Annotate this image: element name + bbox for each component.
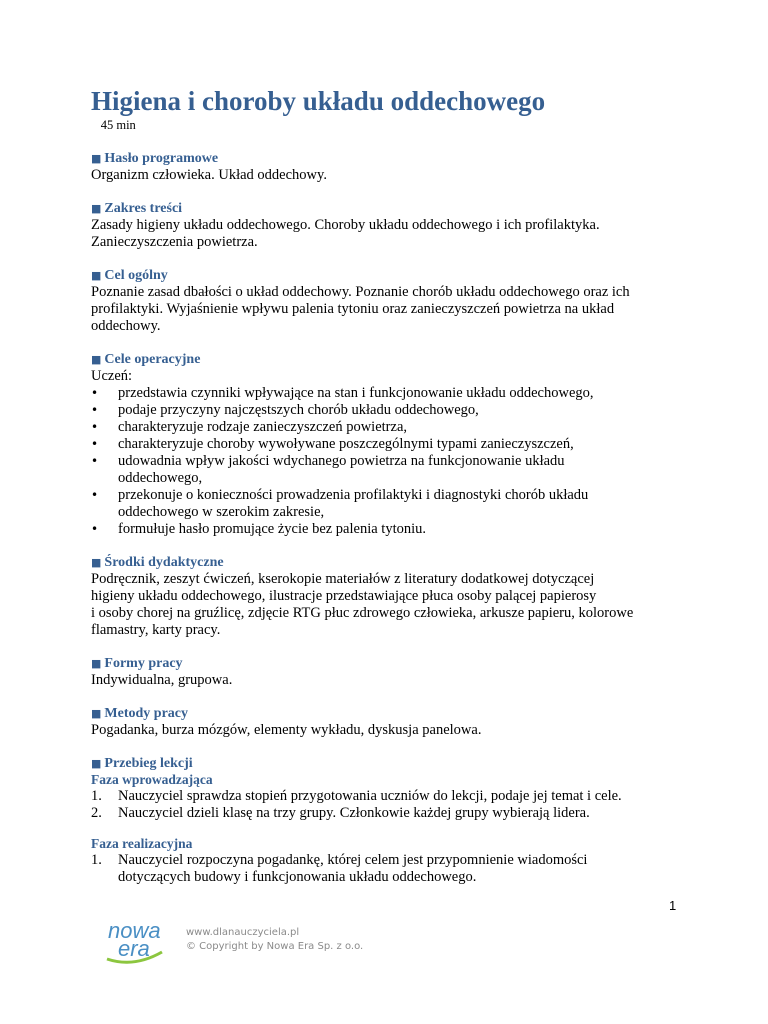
square-bullet-icon: ■	[91, 657, 102, 670]
document-page	[91, 84, 681, 900]
lesson-duration: 45 min	[91, 118, 127, 132]
round-bullet-icon: •	[91, 437, 99, 451]
nowa-era-logo	[104, 918, 168, 966]
page-title: Higiena i choroby układu oddechowego	[91, 86, 546, 116]
list-item: • przedstawia czynniki wpływające na stan i funkcjonowanie układu oddechowego,	[91, 385, 594, 401]
section-text-line: Podręcznik, zeszyt ćwiczeń, kserokopie materiałów z literatury dodatkowej dotyczącej	[91, 571, 595, 587]
list-item: • udowadnia wpływ jakości wdychanego powietrza na funkcjonowanie układu oddechowego,	[91, 453, 565, 486]
list-item: 2. Nauczyciel dzieli klasę na trzy grupy. Członkowie każdej grupy wybierają lidera.	[91, 805, 590, 821]
section-srodki	[91, 554, 681, 639]
section-haslo	[91, 150, 681, 184]
round-bullet-icon: •	[91, 454, 99, 468]
objectives-list	[91, 385, 681, 538]
page-number: 1	[669, 898, 677, 913]
section-text-line: Zasady higieny układu oddechowego. Choroby układu oddechowego i ich profilaktyka.	[91, 217, 600, 233]
square-bullet-icon: ■	[91, 269, 102, 282]
section-text-line: Zanieczyszczenia powietrza.	[91, 234, 258, 250]
list-intro: Uczeń:	[91, 368, 133, 384]
section-text: Organizm człowieka. Układ oddechowy.	[91, 167, 327, 183]
section-text-line: profilaktyki. Wyjaśnienie wpływu palenia tytoniu oraz zanieczyszczeń powietrza na układ	[91, 301, 615, 317]
section-formy	[91, 655, 681, 689]
round-bullet-icon: •	[91, 522, 99, 536]
square-bullet-icon: ■	[91, 556, 102, 569]
square-bullet-icon: ■	[91, 152, 102, 165]
phase-heading: Faza realizacyjna	[91, 836, 193, 851]
section-text: Pogadanka, burza mózgów, elementy wykładu, dyskusja panelowa.	[91, 722, 482, 738]
section-heading: Cel ogólny	[104, 268, 168, 283]
section-text-line: higieny układu oddechowego, ilustracje przedstawiające płuca osoby palącej papierosy	[91, 588, 597, 604]
section-text-line: i osoby chorej na gruźlicę, zdjęcie RTG płuc zdrowego człowieka, arkusze papieru, kolorowe	[91, 605, 634, 621]
section-text: Indywidualna, grupowa.	[91, 672, 233, 688]
list-item: 1. Nauczyciel sprawdza stopień przygotowania uczniów do lekcji, podaje jej temat i cele.	[91, 788, 622, 804]
list-item: • podaje przyczyny najczęstszych chorób układu oddechowego,	[91, 402, 479, 418]
steps-list	[91, 788, 681, 822]
section-heading: Środki dydaktyczne	[104, 555, 224, 570]
logo-text-nowa: nowa	[108, 918, 161, 943]
square-bullet-icon: ■	[91, 353, 102, 366]
phase-wprowadzajaca	[91, 772, 681, 822]
section-text-line: flamastry, karty pracy.	[91, 622, 221, 638]
footer-text	[186, 926, 363, 954]
section-metody	[91, 705, 681, 739]
round-bullet-icon: •	[91, 488, 99, 502]
section-text-line: Poznanie zasad dbałości o układ oddechowy. Poznanie chorób układu oddechowego oraz ich	[91, 284, 630, 300]
footer-website: www.dlanauczyciela.pl	[186, 927, 300, 938]
section-heading: Metody pracy	[104, 706, 188, 721]
list-item: 1. Nauczyciel rozpoczyna pogadankę, której celem jest przypomnienie wiadomości dotyczących budowy i funkcjonowania układu oddechowego.	[91, 852, 588, 885]
section-text-line: oddechowy.	[91, 318, 161, 334]
section-heading: Formy pracy	[104, 656, 183, 671]
section-heading: Cele operacyjne	[104, 352, 201, 367]
list-item: • charakteryzuje rodzaje zanieczyszczeń powietrza,	[91, 419, 408, 435]
steps-list	[91, 852, 681, 886]
square-bullet-icon: ■	[91, 757, 102, 770]
section-cel	[91, 267, 681, 335]
section-heading: Przebieg lekcji	[104, 756, 193, 771]
list-item: • formułuje hasło promujące życie bez palenia tytoniu.	[91, 521, 427, 537]
footer-copyright: © Copyright by Nowa Era Sp. z o.o.	[186, 941, 364, 952]
section-heading: Hasło programowe	[104, 151, 219, 166]
phase-heading: Faza wprowadzająca	[91, 772, 213, 787]
phase-realizacyjna	[91, 836, 681, 886]
round-bullet-icon: •	[91, 420, 99, 434]
logo-text-era: era	[118, 936, 150, 961]
square-bullet-icon: ■	[91, 202, 102, 215]
section-cele-operacyjne	[91, 351, 681, 538]
square-bullet-icon: ■	[91, 707, 102, 720]
section-zakres	[91, 200, 681, 251]
list-item: • charakteryzuje choroby wywoływane poszczególnymi typami zanieczyszczeń,	[91, 436, 574, 452]
list-item: • przekonuje o konieczności prowadzenia profilaktyki i diagnostyki chorób układu oddechowego w szerokim zakresie,	[91, 487, 589, 520]
round-bullet-icon: •	[91, 386, 99, 400]
round-bullet-icon: •	[91, 403, 99, 417]
section-przebieg	[91, 755, 681, 886]
section-heading: Zakres treści	[104, 201, 183, 216]
